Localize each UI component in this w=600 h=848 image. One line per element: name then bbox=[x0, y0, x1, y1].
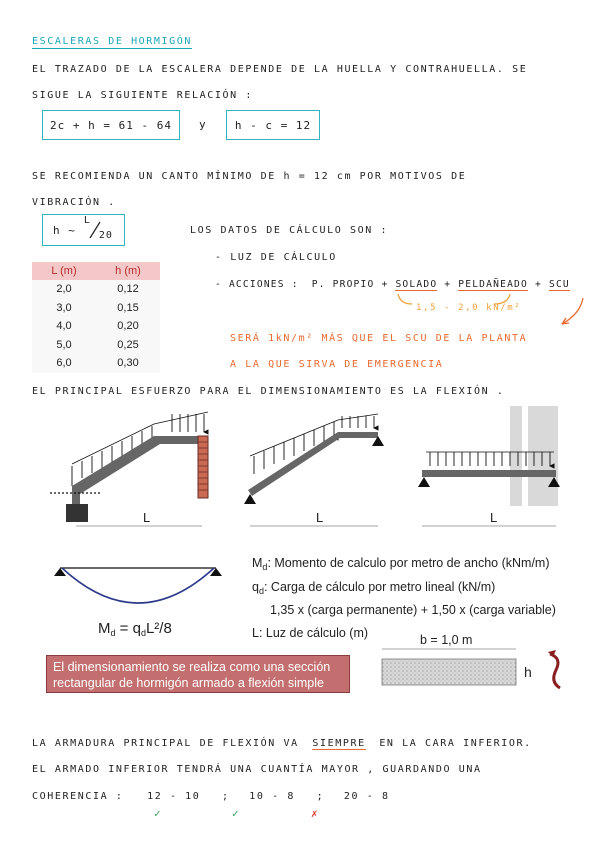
formula-huella-box: 2c + h = 61 - 64 bbox=[42, 110, 180, 140]
canto-fraction bbox=[80, 216, 116, 244]
coherencia-sep: ; bbox=[316, 791, 325, 802]
section-h-label: h bbox=[524, 664, 532, 680]
beam-diagrams bbox=[42, 406, 564, 696]
def-luz: L: Luz de cálculo (m) bbox=[252, 626, 369, 640]
canto-den: 20 bbox=[98, 230, 113, 241]
def-carga: 1,35 x (carga permanente) + 1,50 x (carga variable) bbox=[270, 603, 556, 617]
coherencia-label: COHERENCIA : bbox=[32, 791, 124, 802]
mf-m: M bbox=[98, 620, 111, 637]
check-icon: ✓ bbox=[154, 807, 161, 820]
canto-line-2: VIBRACIÓN . bbox=[32, 197, 116, 208]
beam-label-l1: L bbox=[143, 510, 151, 525]
intro-line-1: EL TRAZADO DE LA ESCALERA DEPENDE DE LA HUELLA Y CONTRAHUELLA. SE bbox=[32, 64, 528, 75]
moment-diagram bbox=[54, 568, 222, 603]
coherencia-sep: ; bbox=[222, 791, 230, 802]
flexion-line: EL PRINCIPAL ESFUERZO PARA EL DIMENSIONAMIENTO ES LA FLEXIÓN . bbox=[32, 386, 505, 397]
canto-formula-box bbox=[42, 214, 125, 246]
page-title: ESCALERAS DE HORMIGÓN bbox=[32, 36, 193, 47]
canto-line-1: SE RECOMIENDA UN CANTO MÍNIMO DE h = 12 cm POR MOTIVOS DE bbox=[32, 171, 467, 182]
structural-figure bbox=[42, 406, 564, 696]
beam-label-l3: L bbox=[490, 510, 498, 525]
table-row bbox=[32, 299, 160, 318]
def-qd-sub: d bbox=[258, 586, 264, 596]
mf-eq: = q bbox=[115, 620, 141, 637]
table-cell: 5,0 bbox=[56, 338, 72, 351]
dimensionamiento-note: El dimensionamiento se realiza como una sección rectangular de hormigón armado a flexión simple bbox=[46, 655, 350, 693]
table-cell: 0,30 bbox=[117, 357, 139, 370]
solado: SOLADO bbox=[395, 279, 438, 290]
table-row bbox=[32, 354, 160, 373]
acciones-label: - ACCIONES : bbox=[215, 279, 299, 290]
table-row bbox=[32, 280, 160, 299]
table-cell: 3,0 bbox=[56, 301, 72, 314]
stair-diagram-1 bbox=[50, 412, 208, 526]
beam-label-l2: L bbox=[316, 510, 324, 525]
stair-diagram-2 bbox=[244, 414, 384, 526]
canto-formula-lhs: h ~ bbox=[53, 223, 76, 237]
armadura-siempre: SIEMPRE bbox=[312, 738, 366, 749]
moment-formula bbox=[98, 620, 172, 638]
table-row bbox=[32, 336, 160, 355]
armadura-part1: LA ARMADURA PRINCIPAL DE FLEXIÓN VA bbox=[32, 738, 299, 749]
formula-contrahuella-box: h - c = 12 bbox=[226, 110, 320, 140]
datos-title: LOS DATOS DE CÁLCULO SON : bbox=[190, 225, 389, 236]
table-cell: 2,0 bbox=[56, 283, 72, 296]
table-cell: 0,20 bbox=[117, 320, 139, 333]
luz-canto-table bbox=[32, 262, 160, 373]
def-md-text: : Momento de calculo por metro de ancho (kNm/m) bbox=[267, 556, 550, 570]
def-md-sub: d bbox=[262, 562, 268, 572]
def-qd-text: : Carga de cálculo por metro lineal (kN/m) bbox=[263, 580, 496, 594]
peldanado: PELDAÑEADO bbox=[458, 279, 529, 290]
cross-icon: ✗ bbox=[311, 807, 318, 820]
orange-note-2: A LA QUE SIRVA DE EMERGENCIA bbox=[230, 359, 444, 370]
table-cell: 4,0 bbox=[56, 320, 72, 333]
scu: SCU bbox=[548, 279, 570, 290]
mf-tail: L²/8 bbox=[145, 620, 172, 637]
coherencia-pair-1: 12 - 10 bbox=[147, 791, 201, 802]
coherencia-line bbox=[32, 791, 390, 802]
table-header-row bbox=[32, 262, 160, 280]
mf-q-sub: d bbox=[140, 628, 146, 638]
table-cell: 6,0 bbox=[56, 357, 72, 370]
table-row bbox=[32, 317, 160, 336]
intro-line-2: SIGUE LA SIGUIENTE RELACIÓN : bbox=[32, 90, 253, 101]
range-note: 1,5 - 2,0 kN/m² bbox=[416, 303, 522, 313]
def-md-sym: M bbox=[252, 556, 263, 570]
stair-diagram-3 bbox=[418, 406, 560, 526]
plus-sign: + bbox=[444, 279, 452, 290]
armadura-line bbox=[32, 738, 532, 749]
def-qd bbox=[252, 580, 495, 596]
plus-sign: + bbox=[535, 279, 542, 290]
section-b-label: b = 1,0 m bbox=[420, 633, 473, 647]
table-cell: 0,15 bbox=[117, 301, 139, 314]
canto-num: L bbox=[83, 215, 91, 226]
check-icon: ✓ bbox=[232, 807, 239, 820]
armadura-part2: EN LA CARA INFERIOR. bbox=[379, 738, 532, 749]
coherencia-pair-3: 20 - 8 bbox=[343, 791, 390, 802]
mf-m-sub: d bbox=[110, 628, 116, 638]
table-header: h (m) bbox=[96, 262, 160, 280]
datos-luz: - LUZ DE CÁLCULO bbox=[215, 252, 337, 263]
p-propio: P. PROPIO + bbox=[311, 279, 389, 290]
orange-note-1: SERÁ 1kN/m² MÁS QUE EL SCU DE LA PLANTA bbox=[230, 333, 528, 344]
datos-acciones bbox=[215, 279, 570, 290]
def-md bbox=[252, 556, 550, 572]
def-qd-sym: q bbox=[252, 580, 259, 594]
armado-line: EL ARMADO INFERIOR TENDRÁ UNA CUANTÍA MAYOR , GUARDANDO UNA bbox=[32, 764, 482, 775]
coherencia-pair-2: 10 - 8 bbox=[249, 791, 296, 802]
table-cell: 0,12 bbox=[117, 283, 139, 296]
table-header: L (m) bbox=[32, 262, 96, 280]
section-diagram bbox=[382, 649, 560, 688]
table-cell: 0,25 bbox=[117, 338, 139, 351]
formula-and: y bbox=[199, 118, 208, 131]
